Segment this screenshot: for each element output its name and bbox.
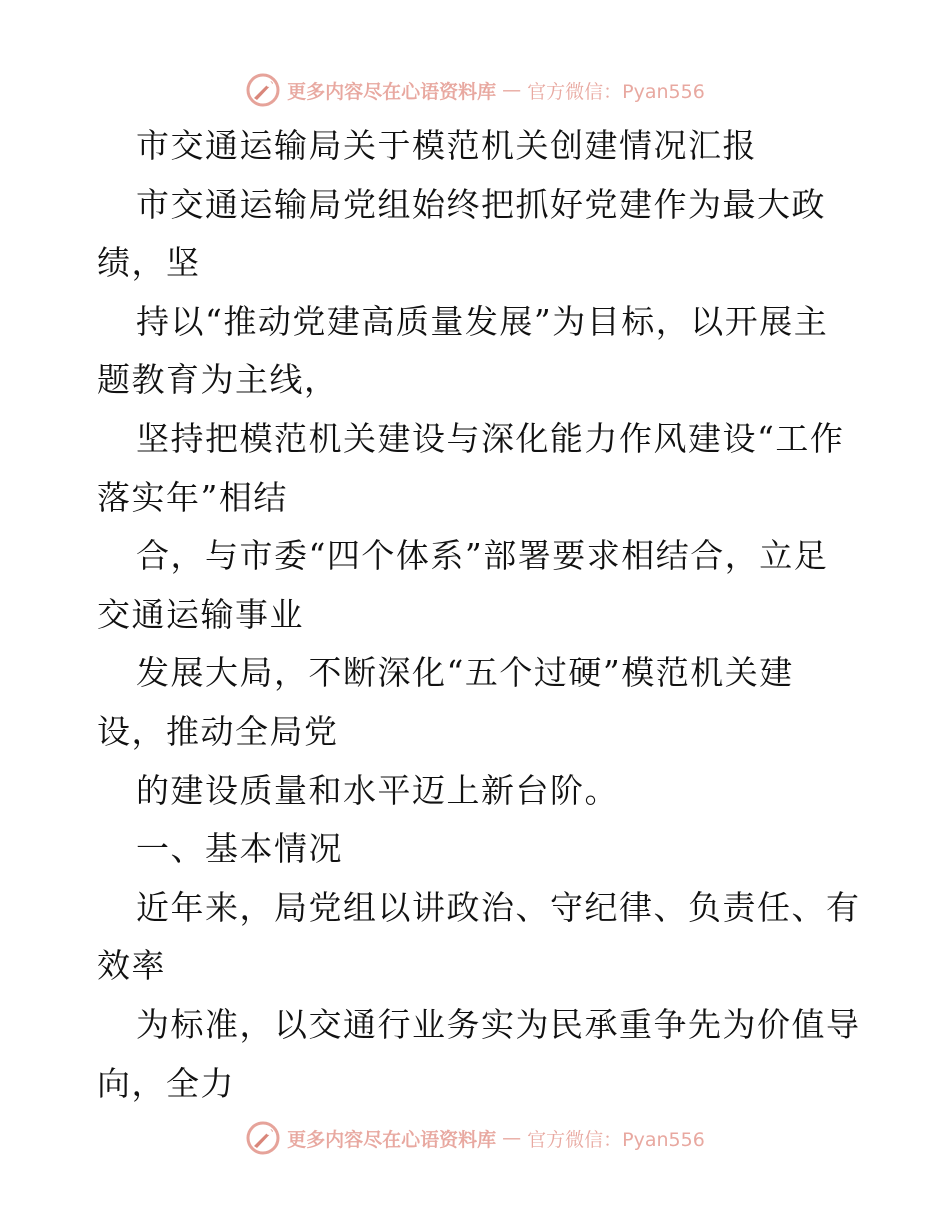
document-line: 交通运输事业 [97,594,304,634]
document-line: 向，全力 [97,1063,235,1103]
quill-logo-icon [245,1120,281,1156]
watermark-brand: 更多内容尽在心语资料库 [287,80,497,103]
watermark-contact: 官方微信：Pyan556 [527,1128,705,1151]
document-line: 近年来，局党组以讲政治、守纪律、负责任、有 [136,887,861,927]
document-line: 落实年”相结 [97,477,288,517]
watermark-dash: — [502,79,522,101]
document-line: 题教育为主线， [97,360,339,400]
document-line: 坚持把模范机关建设与深化能力作风建设“工作 [136,418,845,458]
document-line: 为标准，以交通行业务实为民承重争先为价值导 [136,1004,861,1044]
document-line: 市交通运输局党组始终把抓好党建作为最大政 [136,184,826,224]
document-line: 发展大局，不断深化“五个过硬”模范机关建 [136,653,794,693]
document-line: 设，推动全局党 [97,711,339,751]
watermark-dash: — [502,1127,522,1149]
header-watermark [0,70,950,110]
document-line: 合，与市委“四个体系”部署要求相结合，立足 [136,536,829,576]
document-line: 持以“推动党建高质量发展”为目标，以开展主 [136,301,829,341]
document-line: 效率 [97,946,166,986]
document-line: 市交通运输局关于模范机关创建情况汇报 [136,126,757,165]
watermark-contact: 官方微信：Pyan556 [527,80,705,103]
document-line: 绩，坚 [97,243,201,283]
document-line: 的建设质量和水平迈上新台阶。 [136,770,619,810]
document-body [97,117,861,1113]
quill-logo-icon [245,72,281,108]
watermark-brand: 更多内容尽在心语资料库 [287,1128,497,1151]
section-heading: 一、基本情况 [136,829,343,869]
footer-watermark [0,1118,950,1158]
